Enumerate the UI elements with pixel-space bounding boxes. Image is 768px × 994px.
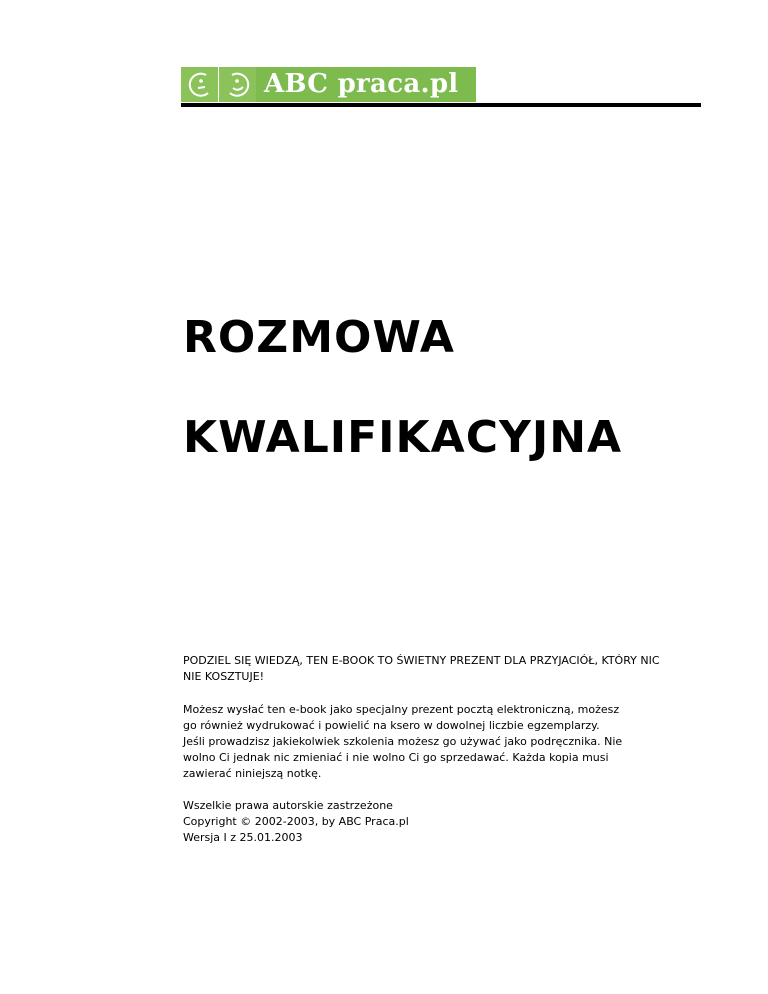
copyright-line: Copyright © 2002-2003, by ABC Praca.pl: [183, 815, 409, 828]
logo-text: ABC praca.pl: [256, 67, 476, 102]
license-line: zawierać niniejszą notkę.: [183, 767, 322, 780]
copyright-block: [183, 798, 703, 846]
license-line: Jeśli prowadzisz jakiekolwiek szkolenia możesz go używać jako podręcznika. Nie: [183, 735, 623, 748]
title-line-1: ROZMOWA: [183, 312, 455, 363]
title-line-2: KWALIFIKACYJNA: [183, 412, 623, 463]
license-line: Możesz wysłać ten e-book jako specjalny prezent pocztą elektroniczną, możesz: [183, 703, 620, 716]
share-notice-line: NIE KOSZTUJE!: [183, 670, 265, 683]
header-rule: [181, 103, 701, 107]
license-paragraph: [183, 702, 703, 782]
version-line: Wersja I z 25.01.2003: [183, 831, 303, 844]
abc-praca-logo: [181, 67, 476, 102]
share-notice: [183, 653, 703, 685]
face-right-icon: [218, 67, 256, 102]
license-line: go również wydrukować i powielić na ksero w dowolnej liczbie egzemplarzy.: [183, 719, 600, 732]
rights-reserved: Wszelkie prawa autorskie zastrzeżone: [183, 799, 393, 812]
face-left-icon: [181, 67, 218, 102]
share-notice-line: PODZIEL SIĘ WIEDZĄ, TEN E-BOOK TO ŚWIETNY PREZENT DLA PRZYJACIÓŁ, KTÓRY NIC: [183, 654, 660, 667]
license-line: wolno Ci jednak nic zmieniać i nie wolno Ci go sprzedawać. Każda kopia musi: [183, 751, 609, 764]
